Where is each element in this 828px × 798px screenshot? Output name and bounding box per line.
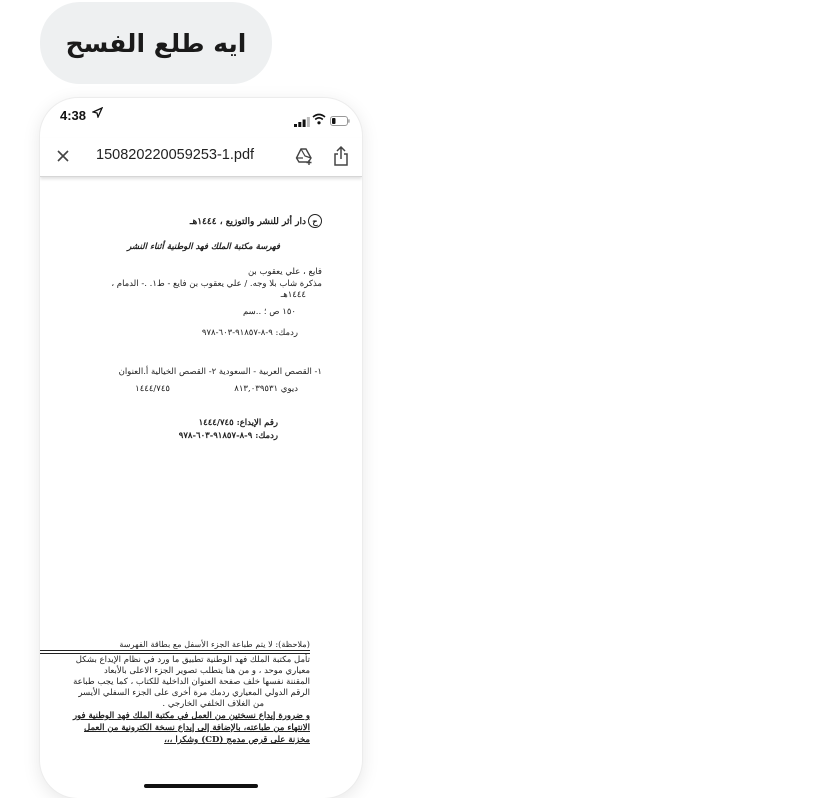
title-year: ١٤٤٤هـ xyxy=(280,290,306,300)
pdf-toolbar xyxy=(40,138,362,177)
note-divider-bottom xyxy=(40,653,310,654)
status-bar xyxy=(40,98,362,134)
subjects-line: ١- القصص العربية - السعودية ٢- القصص الخيالية أ.العنوان xyxy=(118,367,322,377)
note-divider-top xyxy=(40,650,310,651)
note-line: تأمل مكتبة الملك فهد الوطنية تطبيق ما ورد في نظام الإيداع بشكل xyxy=(75,655,310,665)
cip-title: فهرسة مكتبة الملك فهد الوطنية أثناء النشر xyxy=(127,242,280,252)
note-line: من الغلاف الخلفي الخارجي . xyxy=(162,699,264,709)
isbn-bold: ردمك: ٩-٨-٩١٨٥٧-٦٠٣-٩٧٨ xyxy=(178,431,278,441)
wifi-icon xyxy=(312,110,326,122)
author-line: فايع ، علي يعقوب بن xyxy=(247,267,322,277)
status-time: 4:38 xyxy=(60,108,87,123)
message-text: ايه طلع الفسح xyxy=(65,28,247,58)
deposit-number: رقم الإيداع: ١٤٤٤/٧٤٥ xyxy=(198,418,278,428)
close-icon[interactable] xyxy=(54,147,72,165)
publisher-line: حدار أثر للنشر والتوزيع ، ١٤٤٤هـ xyxy=(190,214,322,228)
copyright-mark: ح xyxy=(308,214,322,228)
dewey-code: ١٤٤٤/٧٤٥ xyxy=(135,384,170,394)
pdf-filename: 150820220059253-1.pdf xyxy=(96,147,255,163)
note-bold-line: الانتهاء من طباعته، بالإضافة إلى إيداع نسخة الكترونية من العمل xyxy=(84,723,310,733)
add-to-drive-icon[interactable] xyxy=(294,146,314,166)
pdf-page xyxy=(40,178,362,798)
note-heading: (ملاحظة): لا يتم طباعة الجزء الأسفل مع بطاقة الفهرسة xyxy=(119,639,310,649)
signal-icon xyxy=(294,112,310,122)
pages-line: ١٥٠ ص ؛ ..سم xyxy=(243,307,296,317)
home-indicator[interactable] xyxy=(144,784,258,788)
share-icon[interactable] xyxy=(332,145,350,167)
note-bold-line: مخزنة على قرص مدمج (CD) وشكرا ،،، xyxy=(164,735,310,745)
battery-icon xyxy=(330,111,350,121)
note-line: المقننة نفسها خلف صفحة العنوان الداخلية للكتاب ، كما يجب طباعة xyxy=(73,677,310,687)
note-line: معياري موحد ، و من هنا يتطلب تصوير الجزء الاعلى بالأبعاد xyxy=(104,666,310,676)
message-bubble[interactable] xyxy=(40,2,272,84)
title-line: مذكرة شاب بلا وجه. / علي يعقوب بن فايع - ط١. .- الدمام ، xyxy=(111,279,322,289)
dewey-line: ديوي ٨١٣,٠٣٩٥٣١ xyxy=(234,384,298,394)
note-bold-line: و ضرورة إيداع نسختين من العمل في مكتبة الملك فهد الوطنية فور xyxy=(72,711,310,721)
location-arrow-icon xyxy=(92,107,103,121)
phone-screenshot xyxy=(40,98,362,798)
note-line: الرقم الدولي المعياري ردمك مرة أخرى على الجزء السفلي الأيسر xyxy=(78,688,310,698)
isbn-line: ردمك: ٩-٨-٩١٨٥٧-٦٠٣-٩٧٨ xyxy=(201,328,298,338)
